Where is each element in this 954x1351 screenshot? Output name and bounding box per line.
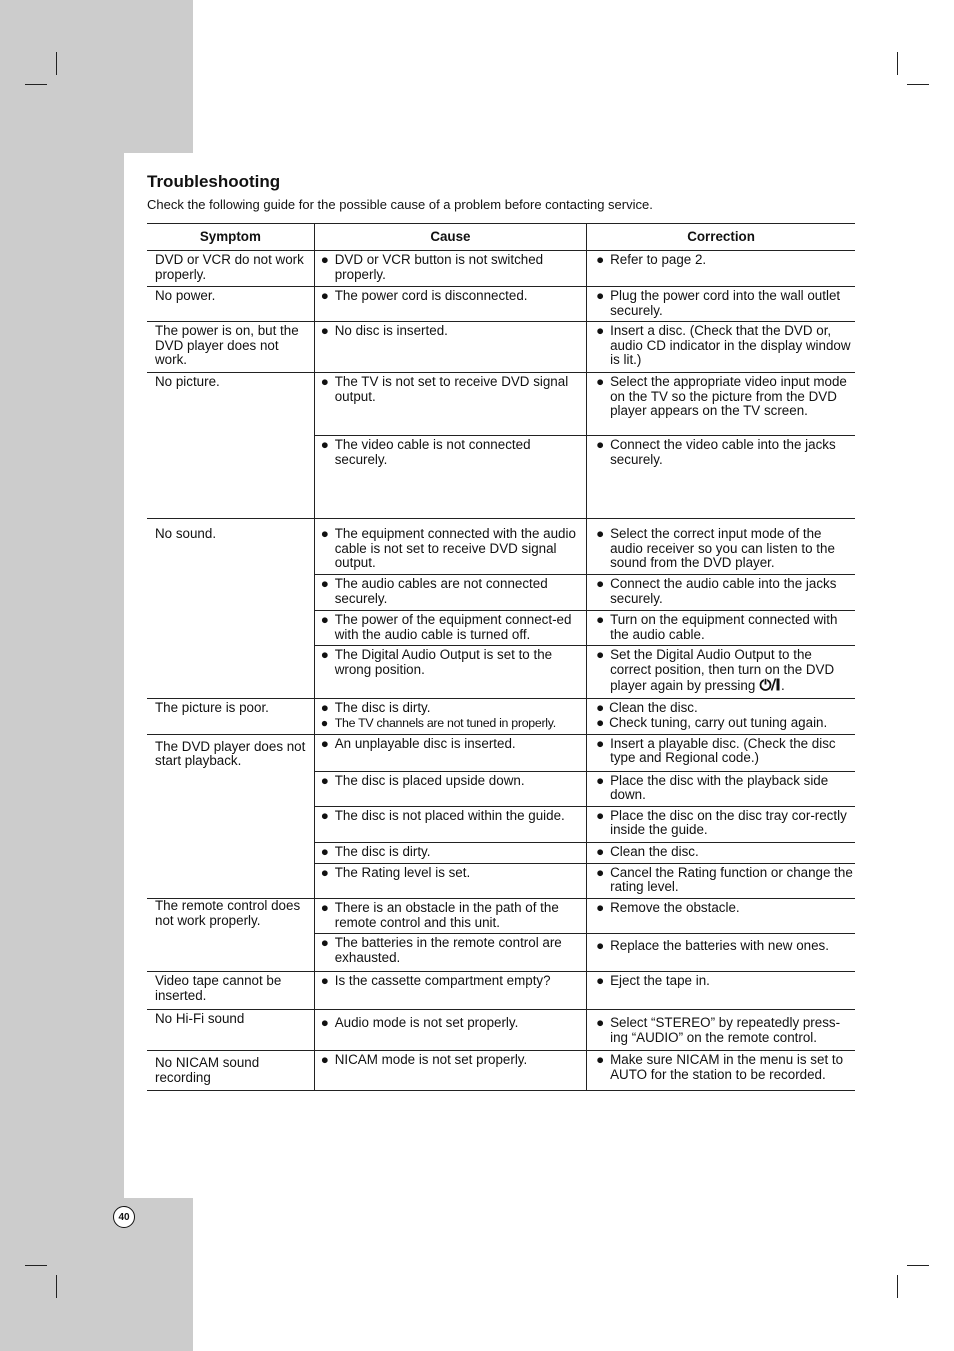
table-row (147, 734, 855, 771)
cause-cell: ● The disc is dirty. ● The TV channels are not tuned in properly. (314, 699, 586, 734)
cause-cell: ● The Rating level is set. (314, 863, 586, 898)
header-correction: Correction (587, 224, 855, 251)
table-row (147, 1051, 855, 1091)
page-number: 40 (113, 1206, 135, 1228)
correction-cell: ● Connect the audio cable into the jacks securely. (587, 575, 855, 611)
crop-mark (25, 1265, 47, 1266)
cause-cell: ● The disc is placed upside down. (314, 771, 586, 806)
cause-cell: ● An unplayable disc is inserted. (314, 734, 586, 771)
side-band-bottom (0, 1198, 193, 1351)
crop-mark (907, 1265, 929, 1266)
cause-cell: ● DVD or VCR button is not switched properly. (314, 251, 586, 287)
cause-cell: ● The power of the equipment connect-ed with the audio cable is turned off. (314, 611, 586, 646)
symptom-cell: No power. (147, 287, 314, 322)
crop-mark (56, 52, 57, 75)
correction-cell: ● Cancel the Rating function or change the rating level. (587, 863, 855, 898)
symptom-cell: No sound. (147, 519, 314, 699)
correction-cell: ● Connect the video cable into the jacks securely. (587, 436, 855, 519)
crop-mark (907, 84, 929, 85)
cause-cell: ● The batteries in the remote control are exhausted. (314, 934, 586, 972)
symptom-cell: The power is on, but the DVD player does not work. (147, 322, 314, 373)
cause-cell: ● The video cable is not connected securely. (314, 436, 586, 519)
page-title: Troubleshooting (147, 172, 281, 191)
correction-cell: ● Clean the disc. ● Check tuning, carry out tuning again. (587, 699, 855, 734)
power-standby-icon (759, 678, 781, 691)
symptom-cell: The DVD player does not start playback. (147, 734, 314, 898)
side-band-top (0, 0, 193, 153)
cause-cell: ● The audio cables are not connected securely. (314, 575, 586, 611)
cause-cell: ● The equipment connected with the audio cable is not set to receive DVD signal output. (314, 519, 586, 575)
page-header (147, 171, 855, 213)
symptom-cell: The picture is poor. (147, 699, 314, 734)
correction-cell: ● Turn on the equipment connected with the audio cable. (587, 611, 855, 646)
table-row (147, 373, 855, 436)
cause-cell: ● The TV is not set to receive DVD signal output. (314, 373, 586, 436)
symptom-cell: Video tape cannot be inserted. (147, 972, 314, 1010)
crop-mark (897, 1275, 898, 1298)
correction-cell: ● Eject the tape in. (587, 972, 855, 1010)
side-band-middle (0, 153, 124, 1198)
correction-cell: ● Insert a playable disc. (Check the disc type and Regional code.) (587, 734, 855, 771)
crop-mark (56, 1275, 57, 1298)
table-row (147, 699, 855, 734)
table-row (147, 251, 855, 287)
cause-cell: ● Is the cassette compartment empty? (314, 972, 586, 1010)
intro-text: Check the following guide for the possible cause of a problem before contacting service. (147, 197, 653, 212)
correction-cell: ● Replace the batteries with new ones. (587, 934, 855, 972)
cause-cell: ● The Digital Audio Output is set to the wrong position. (314, 646, 586, 699)
table-row (147, 898, 855, 933)
cause-cell: ● The disc is dirty. (314, 842, 586, 863)
correction-cell: ● Set the Digital Audio Output to the correct position, then turn on the DVD player again by pressing . (587, 646, 855, 699)
correction-cell: ● Refer to page 2. (587, 251, 855, 287)
symptom-cell: DVD or VCR do not work properly. (147, 251, 314, 287)
table-row (147, 1010, 855, 1051)
correction-cell: ● Select the correct input mode of the audio receiver so you can listen to the sound from the DVD player. (587, 519, 855, 575)
symptom-cell: The remote control does not work properly. (147, 898, 314, 971)
header-cause: Cause (314, 224, 586, 251)
cause-cell: ● NICAM mode is not set properly. (314, 1051, 586, 1091)
symptom-cell: No NICAM sound recording (147, 1051, 314, 1091)
correction-cell: ● Remove the obstacle. (587, 898, 855, 933)
cause-cell: ● The disc is not placed within the guide. (314, 806, 586, 842)
correction-cell: ● Make sure NICAM in the menu is set to AUTO for the station to be recorded. (587, 1051, 855, 1091)
table-row (147, 972, 855, 1010)
table-row (147, 287, 855, 322)
correction-cell: ● Plug the power cord into the wall outlet securely. (587, 287, 855, 322)
correction-cell: ● Clean the disc. (587, 842, 855, 863)
table-row (147, 322, 855, 373)
header-symptom: Symptom (147, 224, 314, 251)
cause-cell: ● Audio mode is not set properly. (314, 1010, 586, 1051)
correction-cell: ● Place the disc with the playback side down. (587, 771, 855, 806)
table-header-row (147, 224, 855, 251)
symptom-cell: No Hi-Fi sound (147, 1010, 314, 1051)
crop-mark (25, 84, 47, 85)
crop-mark (897, 52, 898, 75)
table-row (147, 519, 855, 575)
troubleshooting-table (147, 223, 855, 1091)
cause-cell: ● The power cord is disconnected. (314, 287, 586, 322)
correction-cell: ● Select the appropriate video input mode on the TV so the picture from the DVD player appears on the TV screen. (587, 373, 855, 436)
cause-cell: ● No disc is inserted. (314, 322, 586, 373)
correction-cell: ● Insert a disc. (Check that the DVD or, audio CD indicator in the display window is lit.) (587, 322, 855, 373)
correction-cell: ● Select “STEREO” by repeatedly press-ing “AUDIO” on the remote control. (587, 1010, 855, 1051)
cause-cell: ● There is an obstacle in the path of the remote control and this unit. (314, 898, 586, 933)
correction-cell: ● Place the disc on the disc tray cor-rectly inside the guide. (587, 806, 855, 842)
symptom-cell: No picture. (147, 373, 314, 519)
